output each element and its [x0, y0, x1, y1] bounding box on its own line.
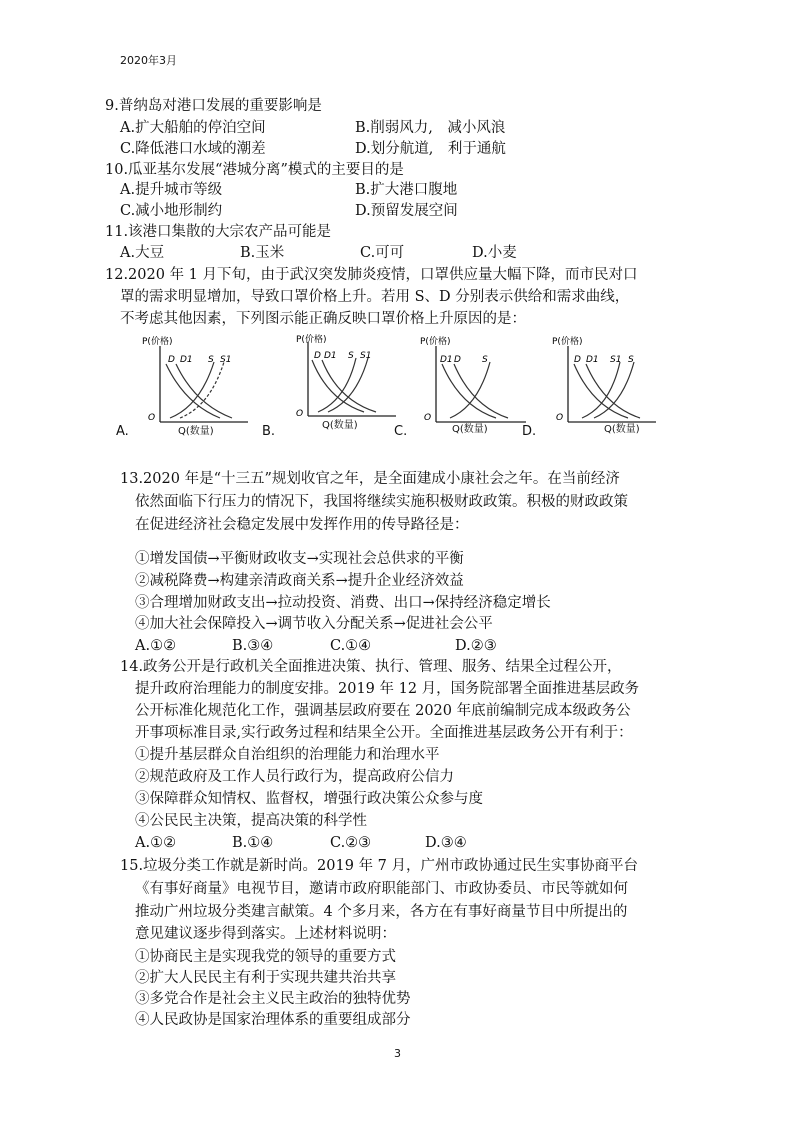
- graph-a-y-axis-label: P(价格): [142, 337, 173, 347]
- page-number: 3: [394, 1047, 401, 1060]
- q13-item-1: ①增发国债→平衡财政收支→实现社会总供求的平衡: [135, 551, 464, 567]
- graph-c-curve-label: D1: [440, 355, 453, 365]
- q10-option-b: B.扩大港口腹地: [355, 182, 458, 198]
- graph-c-label: C.: [394, 424, 408, 439]
- q14-item-2: ②规范政府及工作人员行政行为，提高政府公信力: [135, 769, 454, 785]
- q14-item-1: ①提升基层群众自治组织的治理能力和治理水平: [135, 747, 440, 763]
- q15-line-4: 意见建议逐步得到落实。上述材料说明：: [135, 926, 396, 942]
- q12-line-2: 罩的需求明显增加，导致口罩价格上升。若用 S、D 分别表示供给和需求曲线，: [120, 289, 630, 305]
- header-date: 2020年3月: [120, 54, 177, 67]
- graph-a-curve-label: D: [168, 355, 175, 365]
- q10-option-c: C.减小地形制约: [120, 203, 223, 219]
- q14-line-3: 公开标准化规范化工作，强调基层政府要在 2020 年底前编制完成本级政务公: [135, 703, 631, 719]
- q10-option-a: A.提升城市等级: [120, 182, 223, 198]
- graph-a-curve-label: S1: [220, 355, 232, 365]
- q12-line-3: 不考虑其他因素，下列图示能正确反映口罩价格上升原因的是：: [120, 311, 526, 327]
- q9-stem: 9.普纳岛对港口发展的重要影响是: [105, 98, 322, 114]
- graph-d-label: D.: [522, 424, 537, 439]
- q14-item-4: ④公民民主决策，提高决策的科学性: [135, 813, 367, 829]
- q10-option-d: D.预留发展空间: [355, 203, 458, 219]
- q13-option-b: B.③④: [232, 638, 274, 654]
- q10-stem: 10.瓜亚基尔发展“港城分离”模式的主要目的是: [105, 162, 404, 178]
- q13-option-a: A.①②: [135, 638, 177, 654]
- q13-item-2: ②减税降费→构建亲清政商关系→提升企业经济效益: [135, 573, 464, 589]
- q14-item-3: ③保障群众知情权、监督权，增强行政决策公众参与度: [135, 791, 483, 807]
- q13-line-2: 依然面临下行压力的情况下，我国将继续实施积极财政政策。积极的财政政策: [135, 494, 628, 510]
- graph-d-x-axis-label: Q(数量): [604, 424, 640, 435]
- q15-item-4: ④人民政协是国家治理体系的重要组成部分: [135, 1012, 411, 1028]
- q13-line-3: 在促进经济社会稳定发展中发挥作用的传导路径是：: [135, 517, 469, 533]
- graph-b-origin: O: [296, 409, 304, 419]
- graph-a-curve-label: D1: [180, 355, 193, 365]
- graph-b-curve-label: D: [314, 351, 321, 361]
- q11-option-d: D.小麦: [472, 245, 517, 261]
- q14-option-c: C.②③: [330, 835, 372, 851]
- q12-line-1: 12.2020 年 1 月下旬，由于武汉突发肺炎疫情，口罩供应量大幅下降，而市民对口: [105, 267, 638, 283]
- graph-c-x-axis-label: Q(数量): [452, 424, 488, 435]
- q13-item-4: ④加大社会保障投入→调节收入分配关系→促进社会公平: [135, 616, 493, 632]
- q11-option-a: A.大豆: [120, 245, 165, 261]
- q9-option-b: B.削弱风力, 减小风浪: [355, 120, 506, 136]
- q9-option-c: C.降低港口水域的潮差: [120, 141, 266, 157]
- q15-item-1: ①协商民主是实现我党的领导的重要方式: [135, 949, 396, 965]
- q9-option-d: D.划分航道, 利于通航: [355, 141, 506, 157]
- graph-d-curve-label: D: [574, 355, 581, 365]
- q11-option-b: B.玉米: [240, 245, 285, 261]
- q11-stem: 11.该港口集散的大宗农产品可能是: [105, 224, 332, 240]
- q13-item-3: ③合理增加财政支出→拉动投资、消费、出口→保持经济稳定增长: [135, 595, 551, 611]
- q14-option-b: B.①④: [232, 835, 274, 851]
- q15-item-3: ③多党合作是社会主义民主政治的独特优势: [135, 991, 411, 1007]
- graph-b-curve-label: S1: [360, 351, 372, 361]
- q13-option-c: C.①④: [330, 638, 372, 654]
- q11-option-c: C.可可: [360, 245, 405, 261]
- graph-b-curve-label: S: [348, 351, 354, 361]
- graph-c-origin: O: [424, 413, 432, 423]
- q14-line-2: 提升政府治理能力的制度安排。2019 年 12 月，国务院部署全面推进基层政务: [135, 681, 640, 697]
- graph-d-curve-label: S: [628, 355, 634, 365]
- q15-line-3: 推动广州垃圾分类建言献策。4 个多月来，各方在有事好商量节目中所提出的: [135, 904, 628, 920]
- q14-line-4: 开事项标准目录,实行政务过程和结果全公开。全面推进基层政务公开有利于：: [135, 725, 633, 741]
- graph-d-curve-label: D1: [586, 355, 599, 365]
- q13-line-1: 13.2020 年是“十三五”规划收官之年，是全面建成小康社会之年。在当前经济: [120, 471, 620, 487]
- graph-b-y-axis-label: P(价格): [296, 335, 327, 345]
- graph-d-origin: O: [556, 413, 564, 423]
- graph-b-curve-label: D1: [324, 351, 337, 361]
- graph-a-origin: O: [148, 413, 156, 423]
- graph-b-label: B.: [262, 424, 276, 439]
- graph-a-label: A.: [116, 424, 129, 439]
- graph-b-x-axis-label: Q(数量): [322, 420, 358, 431]
- graph-c-curve-label: S: [482, 355, 488, 365]
- q9-option-a: A.扩大船舶的停泊空间: [120, 120, 266, 136]
- supply-demand-graph-d: [548, 334, 658, 438]
- q15-item-2: ②扩大人民民主有利于实现共建共治共享: [135, 970, 396, 986]
- graph-a-x-axis-label: Q(数量): [178, 426, 214, 437]
- graph-c-curve-label: D: [454, 355, 461, 365]
- q14-option-a: A.①②: [135, 835, 177, 851]
- graph-d-curve-label: S1: [610, 355, 622, 365]
- q14-option-d: D.③④: [425, 835, 467, 851]
- graph-c-y-axis-label: P(价格): [420, 337, 451, 347]
- q13-option-d: D.②③: [455, 638, 497, 654]
- q14-line-1: 14.政务公开是行政机关全面推进决策、执行、管理、服务、结果全过程公开，: [120, 659, 622, 675]
- q15-line-2: 《有事好商量》电视节目，邀请市政府职能部门、市政协委员、市民等就如何: [135, 881, 628, 897]
- graph-a-curve-label: S: [208, 355, 214, 365]
- q15-line-1: 15.垃圾分类工作就是新时尚。2019 年 7 月，广州市政协通过民生实事协商平台: [120, 858, 639, 874]
- graph-d-y-axis-label: P(价格): [552, 337, 583, 347]
